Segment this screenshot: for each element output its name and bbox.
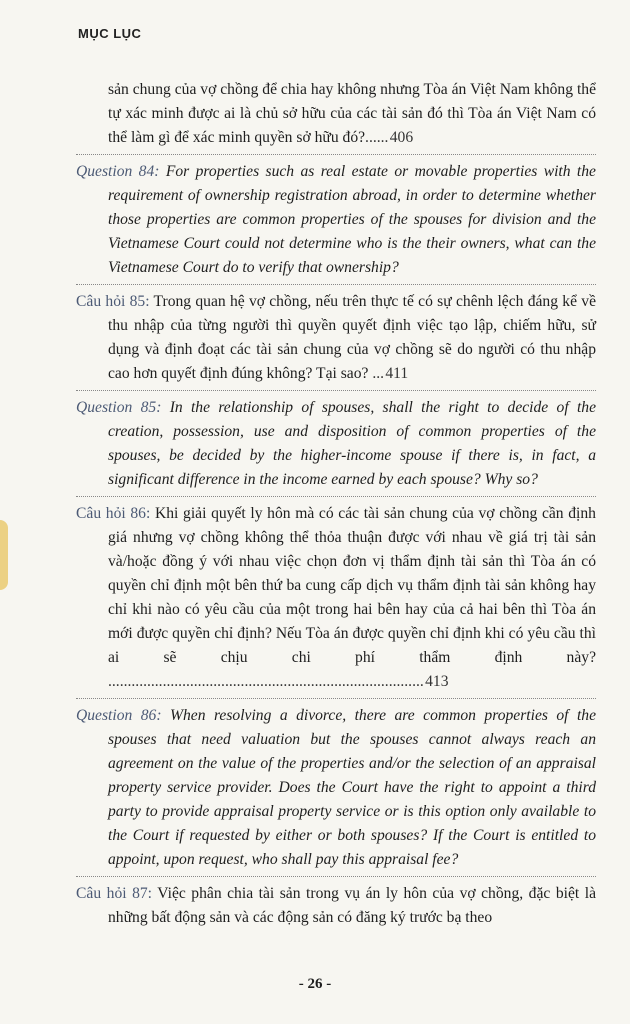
- question-label: Question 85:: [76, 399, 162, 416]
- entry-text: Khi giải quyết ly hôn mà có các tài sản chung của vợ chồng cần định giá nhưng vợ chồng không thể thỏa thuận được với nhau về giá trị tài sản và/hoặc đồng ý với nhau việc chọn đơn vị thẩm định tài sản thì Tòa án có quyền chỉ định một bên thứ ba cung cấp dịch vụ thẩm định tài sản không hay chỉ khi nào có yêu cầu của một trong hai bên hay của cả hai bên thì Tòa án mới được quyền chỉ định? Nếu Tòa án được quyền chỉ định khi có yêu cầu thì ai sẽ chịu chi phí thẩm định này?: [108, 505, 596, 666]
- page-number: 406: [389, 129, 414, 146]
- page-number: 413: [425, 673, 449, 690]
- leader-dots: .................................................................................: [108, 673, 424, 690]
- divider: [76, 876, 596, 877]
- toc-content: [76, 78, 596, 930]
- toc-entry-vi-85: [76, 290, 596, 386]
- question-label: Câu hỏi 87:: [76, 885, 153, 902]
- entry-text: sản chung của vợ chồng để chia hay không nhưng Tòa án Việt Nam không thể tự xác minh được ai là chủ sở hữu của các tài sản đó thì Tòa án Việt Nam có thể làm gì để xác minh quyền sở hữu đó?: [108, 81, 596, 146]
- toc-entry-vi-83-continued: [76, 78, 596, 150]
- leader-dots: ...: [372, 365, 385, 382]
- entry-text: In the relationship of spouses, shall the right to decide of the creation, possession, use and disposition of common properties of the spouses, be decided by the higher-income spouse if there is, in fact, a significant difference in the income earned by each spouse? Why so?: [108, 399, 596, 488]
- divider: [76, 154, 596, 155]
- divider: [76, 698, 596, 699]
- entry-text: Việc phân chia tài sản trong vụ án ly hôn của vợ chồng, đặc biệt là những bất động sản và các động sản có đăng ký trước bạ theo: [108, 885, 596, 926]
- divider: [76, 496, 596, 497]
- page-stain: [0, 520, 8, 590]
- toc-entry-en-86: [76, 704, 596, 872]
- toc-entry-vi-87: [76, 882, 596, 930]
- page-header: MỤC LỤC: [78, 26, 142, 41]
- toc-entry-vi-86: [76, 502, 596, 694]
- entry-text: When resolving a divorce, there are common properties of the spouses that need valuation but the spouses cannot always reach an agreement on the value of the properties and/or the selection of an appraisal property service provider. Does the Court have the right to appoint a third party to provide appraisal property service or is this option only available to the Court if requested by either or both spouses? If the Court is entitled to appoint, upon request, who shall pay this appraisal fee?: [108, 707, 597, 868]
- question-label: Question 86:: [76, 707, 162, 724]
- entry-text: Trong quan hệ vợ chồng, nếu trên thực tế có sự chênh lệch đáng kể về thu nhập của từng người thì quyền quyết định việc tạo lập, chiếm hữu, sử dụng và định đoạt các tài sản chung của vợ chồng sẽ do người có thu nhập cao hơn quyết định đúng không? Tại sao?: [108, 293, 596, 382]
- page-number: 411: [385, 365, 409, 382]
- divider: [76, 284, 596, 285]
- page-number-footer: - 26 -: [298, 976, 332, 992]
- toc-entry-en-84: [76, 160, 596, 280]
- toc-entry-en-85: [76, 396, 596, 492]
- divider: [76, 390, 596, 391]
- entry-text: For properties such as real estate or movable properties with the requirement of ownership registration abroad, in order to determine whether those properties are common properties of the spouses for division and the Vietnamese Court could not determine who is the their owners, what can the Vietnamese Court do to verify that ownership?: [108, 163, 596, 276]
- leader-dots: ......: [365, 129, 389, 146]
- question-label: Câu hỏi 85:: [76, 293, 150, 310]
- question-label: Question 84:: [76, 163, 160, 180]
- question-label: Câu hỏi 86:: [76, 505, 151, 522]
